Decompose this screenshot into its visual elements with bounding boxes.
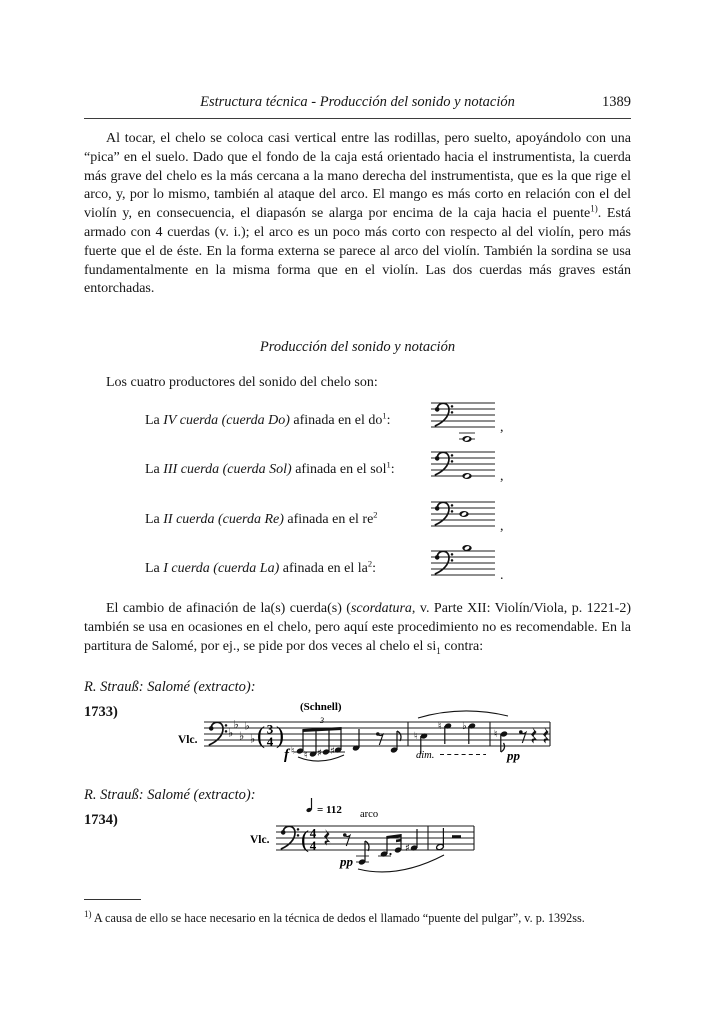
- dynamic-f: f: [284, 747, 289, 763]
- natural-icon: ♮: [494, 729, 498, 740]
- staff-la2: [417, 541, 497, 597]
- excerpt-caption-1733: R. Strauß: Salomé (extracto):: [84, 679, 256, 695]
- footnote-reference: 1): [590, 203, 598, 214]
- instrument-label: Vlc.: [250, 834, 270, 846]
- footnote: [84, 906, 631, 926]
- bass-clef-icon: [435, 552, 453, 575]
- example-number-1733: 1733): [84, 704, 118, 720]
- footnote-marker: 1): [84, 909, 92, 919]
- sharp-icon: ♯: [317, 748, 322, 759]
- paragraph-scordatura: [84, 600, 631, 656]
- eighth-flag: [397, 731, 401, 741]
- page-number: 1389: [602, 94, 631, 110]
- string-row-i: [84, 545, 631, 595]
- octave-subscript: 1: [436, 645, 441, 656]
- natural-icon: ♮: [414, 731, 418, 742]
- footnote-rule: [84, 899, 141, 900]
- section-heading: Producción del sonido y notación: [259, 339, 456, 355]
- quarter-rest-icon: [324, 829, 331, 846]
- natural-icon: ♮: [291, 746, 295, 757]
- time-sig-bottom: 4: [309, 838, 317, 853]
- string-tuning-list: [84, 396, 631, 594]
- staff-re2: [417, 492, 497, 548]
- bass-clef-icon: [435, 502, 453, 525]
- paragraph-text: El cambio de afinación de la(s) cuerda(s) (: [106, 601, 351, 616]
- paren-close: ): [276, 723, 284, 749]
- flat-icon: ♭: [462, 721, 467, 732]
- bowing-marking: arco: [360, 809, 379, 820]
- flat-icon: ♭: [228, 726, 234, 740]
- time-sig-bottom: 4: [266, 734, 274, 749]
- string-label: La I cuerda (cuerda La) afinada en el $la^2$:: [145, 558, 377, 577]
- term-scordatura: scordatura: [350, 601, 412, 616]
- excerpt-caption-1734: R. Strauß: Salomé (extracto):: [84, 787, 256, 803]
- paragraph-text: Al tocar, el chelo se coloca casi vertical entre las rodillas, pero suelto, apoyándolo con una “pica” en el suelo. Dado que el fondo de la caja está orientado hacia el instrumentista, la cuerda más grave del chelo es la más cercana a la mano derecha del instrumentista, que es la que rige el arco, y, por lo mismo, también al ataque del arco. El mango es más corto en relación con el del violín y, en consecuencia, el diapasón se alarga por encima de la caja hacia el puente: [84, 131, 631, 222]
- punctuation: ,: [500, 518, 504, 534]
- paren-open: (: [257, 723, 265, 749]
- slur: [418, 711, 508, 718]
- paren-open: (: [301, 827, 309, 853]
- page-header: [84, 94, 631, 114]
- bass-clef-icon: [435, 403, 453, 426]
- example-number-1734: 1734): [84, 812, 118, 828]
- punctuation: .: [500, 568, 504, 583]
- staff-do1: [417, 393, 497, 449]
- flat-icon: ♭: [250, 732, 256, 746]
- music-excerpt-1734: [246, 792, 478, 884]
- bass-clef-icon: [209, 722, 227, 745]
- dynamic-pp: pp: [507, 748, 520, 763]
- string-row-iii: [84, 446, 631, 496]
- tempo-marking: (Schnell): [300, 701, 342, 713]
- header-rule: [84, 118, 631, 119]
- triplet-number: 3: [320, 716, 324, 725]
- staff-sol1: [417, 442, 497, 498]
- list-intro-line: Los cuatro productores del sonido del chelo son:: [106, 375, 378, 390]
- punctuation: ,: [500, 469, 504, 484]
- slur: [358, 855, 444, 872]
- quarter-note-icon: [306, 798, 312, 813]
- whole-note-icon: [462, 473, 471, 479]
- instrument-label: Vlc.: [178, 734, 198, 746]
- paragraph-text: , v. Parte XII: Violín/Viola, p. 1221-2) también se usa en ocasiones en el chelo, pero aquí este procedimiento no es recomendable. En la partitura de Salomé, por ej., se pide por dos veces al chelo el si: [84, 601, 632, 654]
- dynamic-pp: pp: [340, 854, 353, 869]
- paragraph-text: . Está armado con 4 cuerdas (v. i.); el arco es un poco más corto con respecto al del violín, pero más fuerte que el de éste. En la forma externa se parece al arco del violín. También la sordina se usa fundamentalmente en la misma forma que en el violín. Las dos cuerdas más graves están entorchadas.: [84, 206, 632, 297]
- string-row-ii: [84, 495, 631, 545]
- punctuation: ,: [500, 419, 504, 435]
- paragraph-intro: [84, 130, 631, 299]
- bass-clef-icon: [281, 826, 299, 849]
- flat-icon: ♭: [244, 719, 250, 733]
- metronome-marking: = 112: [317, 804, 342, 816]
- footnote-text: A causa de ello se hace necesario en la técnica de dedos el llamado “puente del pulgar”, v. p. 1392ss.: [93, 911, 585, 926]
- bass-clef-icon: [435, 453, 453, 476]
- string-label: La IV cuerda (cuerda Do) afinada en el $do^1$:: [145, 410, 391, 428]
- quarter-rest-icon: [543, 727, 550, 744]
- dim-marking: dim.: [416, 750, 435, 761]
- sharp-icon: ♯: [330, 746, 335, 757]
- music-excerpt-1733: [170, 696, 554, 780]
- whole-note-icon: [459, 511, 468, 517]
- time-sig-top: 4: [309, 825, 317, 841]
- paragraph-text: contra:: [440, 638, 484, 654]
- sharp-icon: ♯: [405, 843, 410, 854]
- eighth-flag: [365, 841, 369, 851]
- quarter-rest-icon: [531, 727, 538, 744]
- string-label: La III cuerda (cuerda Sol) afinada en el sol$^1$:: [145, 459, 395, 478]
- whole-note-icon: [462, 436, 471, 442]
- natural-icon: ♮: [438, 721, 442, 732]
- string-label: La II cuerda (cuerda Re) afinada en el $re^2$: [145, 509, 378, 527]
- flat-icon: ♭: [233, 718, 239, 731]
- half-rest-icon: [452, 835, 461, 838]
- time-sig-top: 3: [266, 721, 274, 737]
- whole-note-icon: [462, 545, 471, 551]
- eighth-rest-icon: [519, 730, 526, 743]
- flat-icon: ♭: [239, 729, 245, 743]
- string-row-iv: [84, 396, 631, 446]
- natural-icon: ♮: [304, 750, 308, 761]
- augmentation-dot: [389, 853, 391, 855]
- running-title: Estructura técnica - Producción del sonido y notación: [200, 94, 515, 110]
